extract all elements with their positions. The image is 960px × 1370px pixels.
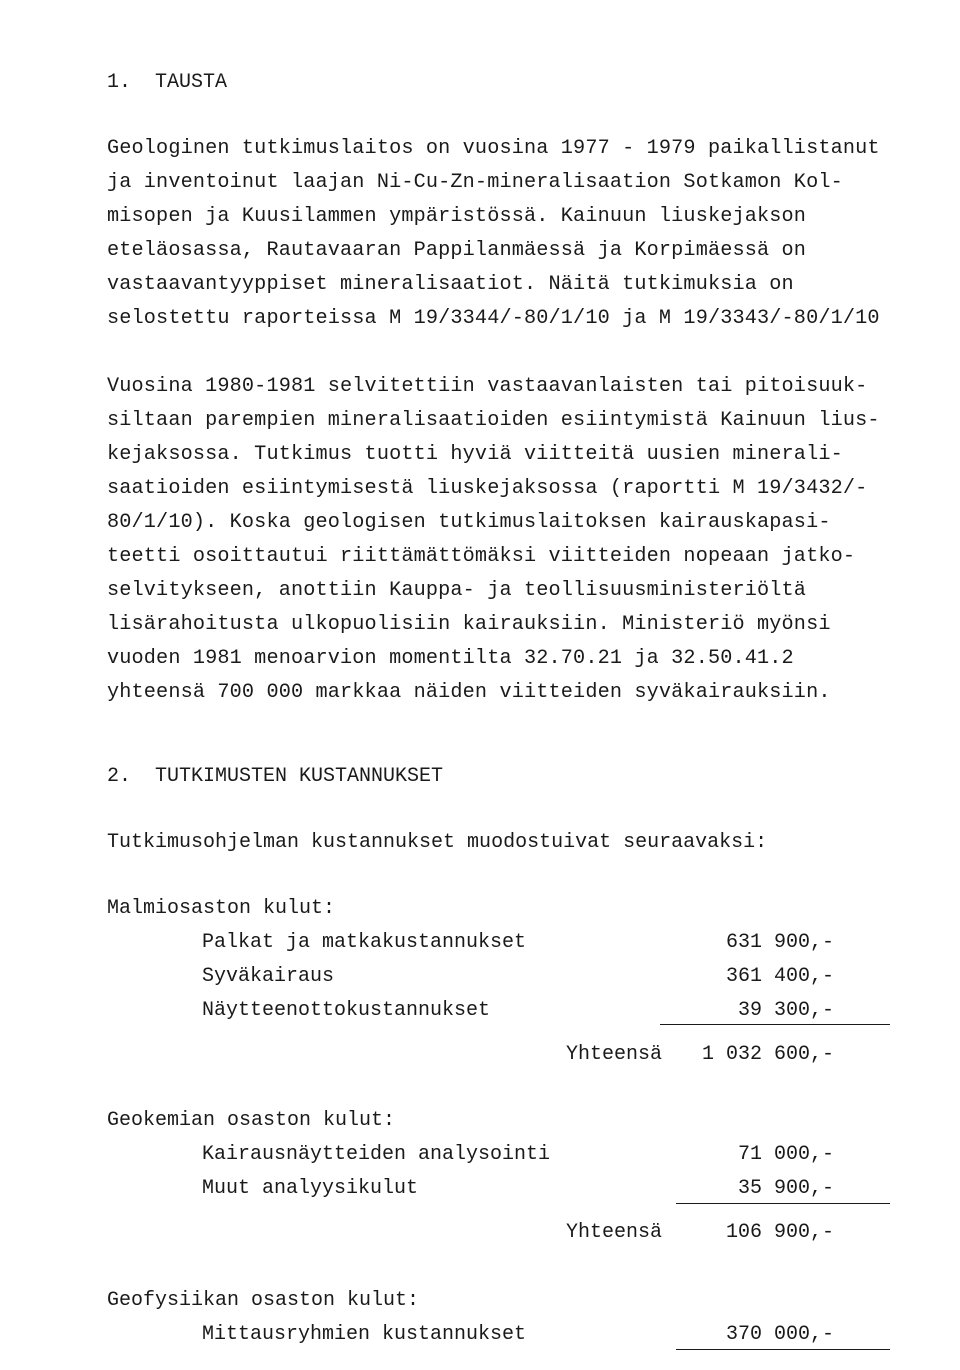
text-line: ja inventoinut laajan Ni-Cu-Zn-mineralisaation Sotkamon Kol- [107,171,843,194]
cost-item-label: Kairausnäytteiden analysointi [202,1143,551,1166]
cost-item-amount: 71 000,- [737,1143,834,1166]
cost-item-label: Näytteenottokustannukset [202,999,491,1022]
group-title-malmiosasto: Malmiosaston kulut: [107,897,336,920]
text-line: siltaan parempien mineralisaatioiden esiintymistä Kainuun lius- [107,409,880,432]
group-title-geofysiikka: Geofysiikan osaston kulut: [107,1289,420,1312]
costs-intro: Tutkimusohjelman kustannukset muodostuivat seuraavaksi: [107,831,768,854]
text-line: kejaksossa. Tutkimus tuotti hyviä viitteitä uusien minerali- [107,443,843,466]
section-heading-tausta: 1. TAUSTA [107,71,228,94]
text-line: misopen ja Kuusilammen ympäristössä. Kainuun liuskejakson [107,205,807,228]
subtotal-rule [660,1024,890,1025]
text-line: 80/1/10). Koska geologisen tutkimuslaitoksen kairauskapasi- [107,511,831,534]
text-line: Vuosina 1980-1981 selvitettiin vastaavanlaisten tai pitoisuuk- [107,375,868,398]
cost-item-amount: 631 900,- [725,931,834,954]
cost-item-label: Syväkairaus [202,965,335,988]
total-amount: 106 900,- [725,1221,834,1244]
cost-item-label: Muut analyysikulut [202,1177,419,1200]
text-line: selvitykseen, anottiin Kauppa- ja teollisuusministeriöltä [107,579,807,602]
total-label: Yhteensä [566,1043,663,1066]
text-line: selostettu raporteissa M 19/3344/-80/1/10 ja M 19/3343/-80/1/10 [107,307,880,330]
text-line: vastaavantyyppiset mineralisaatiot. Näitä tutkimuksia on [107,273,794,296]
text-line: eteläosassa, Rautavaaran Pappilanmäessä ja Korpimäessä on [107,239,807,262]
subtotal-rule [676,1349,890,1350]
text-line: saatioiden esiintymisestä liuskejaksossa (raportti M 19/3432/- [107,477,868,500]
cost-item-amount: 35 900,- [737,1177,834,1200]
cost-item-label: Mittausryhmien kustannukset [202,1323,527,1346]
total-label: Yhteensä [566,1221,663,1244]
text-line: yhteensä 700 000 markkaa näiden viitteiden syväkairauksiin. [107,681,831,704]
cost-item-amount: 39 300,- [737,999,834,1022]
cost-item-amount: 370 000,- [725,1323,834,1346]
text-line: Geologinen tutkimuslaitos on vuosina 1977 - 1979 paikallistanut [107,137,880,160]
section-heading-costs: 2. TUTKIMUSTEN KUSTANNUKSET [107,765,444,788]
cost-item-label: Palkat ja matkakustannukset [202,931,527,954]
total-amount: 1 032 600,- [701,1043,834,1066]
cost-item-amount: 361 400,- [725,965,834,988]
text-line: teetti osoittautui riittämättömäksi viitteiden nopeaan jatko- [107,545,856,568]
text-line: lisärahoitusta ulkopuolisiin kairauksiin. Ministeriö myönsi [107,613,831,636]
subtotal-rule [676,1203,890,1204]
text-line: vuoden 1981 menoarvion momentilta 32.70.21 ja 32.50.41.2 [107,647,794,670]
group-title-geokemia: Geokemian osaston kulut: [107,1109,396,1132]
